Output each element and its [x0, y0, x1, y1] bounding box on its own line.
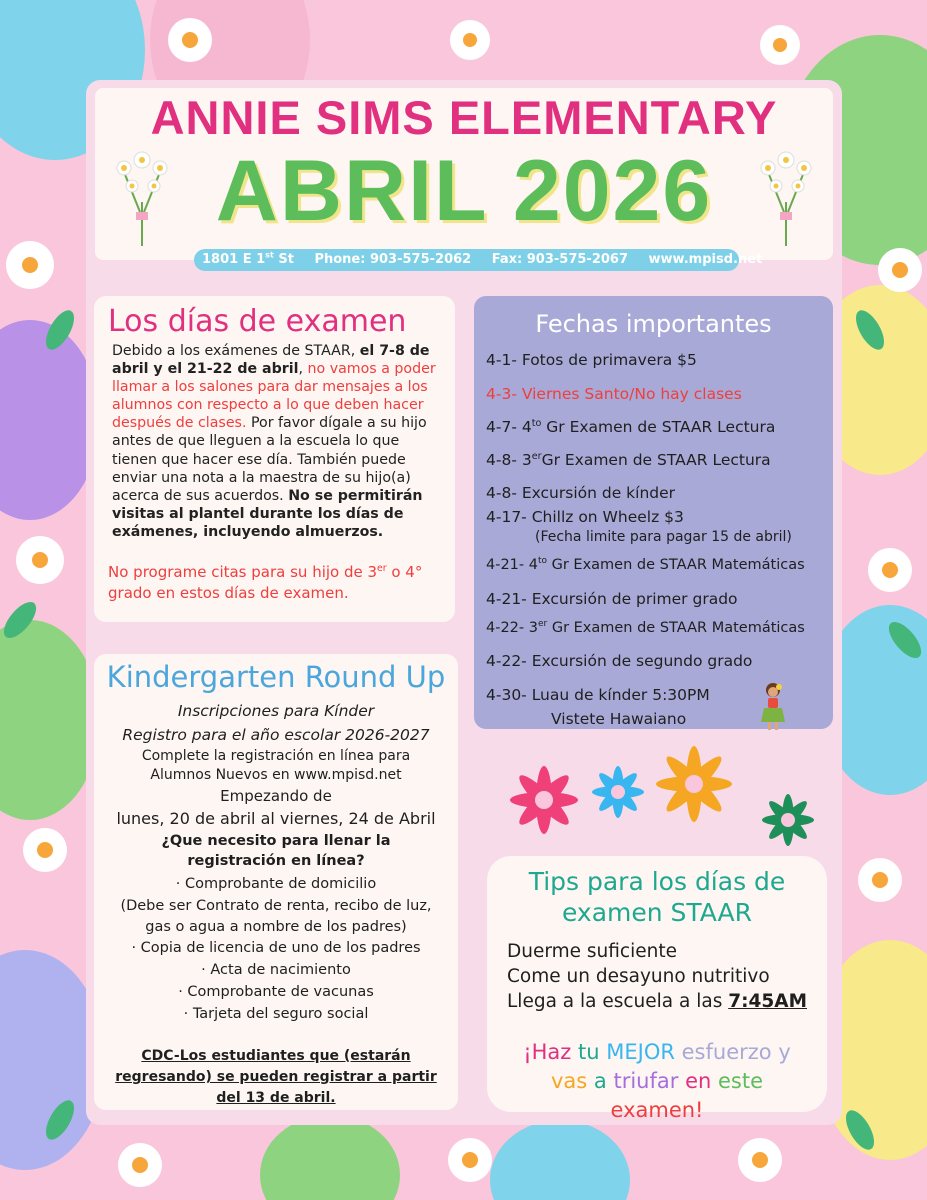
- requirement-item: · Copia de licencia de uno de los padres: [131, 940, 421, 956]
- phone: Phone: 903-575-2062: [314, 252, 472, 267]
- requirement-note: (Debe ser Contrato de renta, recibo de luz,: [120, 898, 432, 914]
- kinder-roundup-title: Kindergarten Round Up: [106, 660, 446, 694]
- hula-girl-icon: [755, 680, 791, 732]
- date-item: 4-22- Excursión de segundo grado: [486, 652, 753, 670]
- date-item: 4-8- 3erGr Examen de STAAR Lectura: [486, 450, 771, 469]
- important-dates-title: Fechas importantes: [535, 310, 772, 338]
- school-name: ANNIE SIMS ELEMENTARY: [150, 91, 778, 144]
- requirement-note: gas o agua a nombre de los padres): [145, 919, 407, 935]
- exam-days-title: Los días de examen: [108, 304, 407, 339]
- requirement-item: · Tarjeta del seguro social: [183, 1006, 369, 1022]
- date-item: 4-22- 3er Gr Examen de STAAR Matemáticas: [486, 619, 805, 636]
- date-item: 4-21- Excursión de primer grado: [486, 590, 738, 608]
- tip-item: Duerme suficiente: [507, 941, 677, 962]
- kinder-line: Complete la registración en línea para: [141, 748, 411, 764]
- exam-days-text: Debido a los exámenes de STAAR, el 7-8 de abril y el 21-22 de abril, no vamos a poder llamar a los salones para dar mensajes a los alumnos con respecto a lo que deben hacer después de clases. Por favor dígale a su hijo antes de que lleguen a la escuela lo que tienen que hacer ese día. También puede enviar una nota a la maestra de su hijo(a) acerca de sus acuerdos. No se permitirán visitas al plantel durante los días de exámenes, incluyendo almuerzos.: [112, 343, 436, 540]
- kinder-subtitle: Registro para el año escolar 2026-2027: [122, 726, 430, 744]
- website-link[interactable]: www.mpisd.net: [648, 252, 763, 267]
- date-item-note: (Fecha limite para pagar 15 de abril): [535, 529, 792, 545]
- address: 1801 E 1st St: [202, 250, 294, 267]
- requirement-item: · Comprobante de vacunas: [178, 984, 374, 1000]
- tip-item: Come un desayuno nutritivo: [507, 966, 770, 987]
- staar-tips-title: Tips para los días de examen STAAR: [528, 867, 786, 927]
- requirement-item: · Comprobante de domicilio: [175, 876, 377, 892]
- month-title: ABRIL 2026: [215, 143, 713, 239]
- cdc-note: regresando) se pueden registrar a partir: [115, 1069, 437, 1085]
- exam-days-note: No programe citas para su hijo de 3er o 4° grado en estos días de examen.: [108, 563, 423, 602]
- date-item-note: Vistete Hawaiano: [551, 710, 687, 728]
- kinder-subtitle: Inscripciones para Kínder: [177, 702, 375, 720]
- date-item: 4-21- $4^{to}$ Gr Examen de STAAR Matemáticas: [486, 556, 805, 573]
- date-item: 4-7- $4^{to}$ Gr Examen de STAAR Lectura: [486, 417, 776, 436]
- tip-item: Llega a la escuela a las 7:45AM: [507, 991, 807, 1012]
- cdc-note: del 13 de abril.: [216, 1090, 336, 1106]
- cdc-note: CDC-Los estudiantes que (estarán: [141, 1048, 411, 1064]
- date-item: 4-17- Chillz on Wheelz $3: [486, 508, 684, 526]
- date-item-holiday: 4-3- Viernes Santo/No hay clases: [486, 385, 742, 403]
- kinder-line: Alumnos Nuevos en www.mpisd.net: [150, 767, 402, 783]
- date-item: 4-30- Luau de kínder 5:30PM: [486, 686, 710, 704]
- kinder-line: Empezando de: [220, 787, 332, 805]
- fax: Fax: 903-575-2067: [491, 252, 628, 267]
- date-item: 4-8- Excursión de kínder: [486, 484, 676, 502]
- kinder-question: ¿Que necesito para llenar la: [161, 833, 391, 849]
- date-item: 4-1- Fotos de primavera $5: [486, 351, 697, 369]
- motivation-slogan: ¡Haz tu MEJOR esfuerzo y vas a triufar en este examen!: [523, 1040, 791, 1122]
- colorful-flowers-icon: [500, 740, 830, 850]
- contact-bar: [194, 249, 763, 271]
- kinder-question: registración en línea?: [187, 853, 365, 869]
- requirement-item: · Acta de nacimiento: [201, 962, 351, 978]
- kinder-dates: lunes, 20 de abril al viernes, 24 de Abril: [116, 809, 436, 828]
